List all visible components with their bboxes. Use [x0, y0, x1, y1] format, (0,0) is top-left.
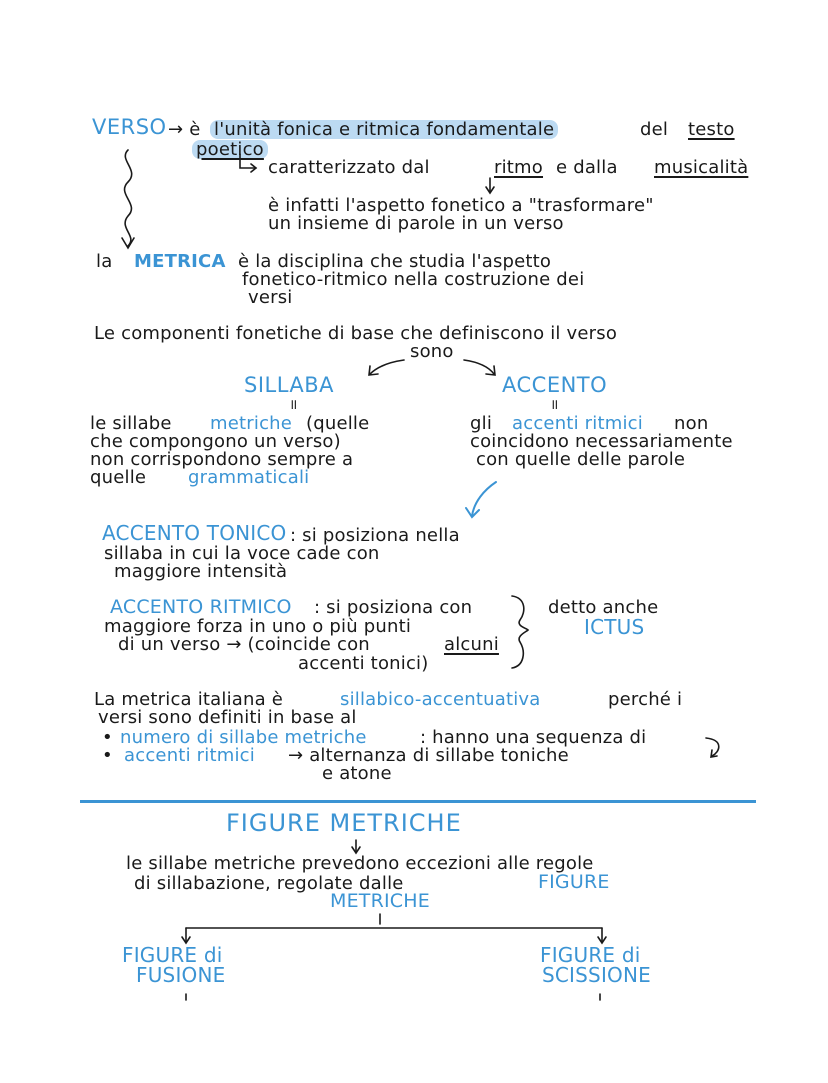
- arrow-to-accento: [464, 360, 494, 374]
- italiana-line-1c: perché i: [608, 689, 683, 710]
- verso-musicalita: musicalità: [654, 157, 749, 178]
- accento-ritmico-title: ACCENTO RITMICO: [110, 596, 292, 618]
- italiana-bullet-1a: numero di sillabe metriche: [120, 727, 367, 748]
- italiana-line-2: versi sono definiti in base al: [98, 707, 357, 728]
- accento-tonico-title: ACCENTO TONICO: [102, 521, 287, 545]
- metrica-line-1: è la disciplina che studia l'aspetto: [238, 251, 552, 272]
- accento-ritmico-alcuni: alcuni: [444, 634, 499, 655]
- sillaba-line-2: che compongono un verso): [90, 431, 341, 452]
- blue-arrow-tonico: [472, 482, 496, 516]
- figure-scissione-2: SCISSIONE: [542, 963, 651, 987]
- verso-definition: l'unità fonica e ritmica fondamentale: [210, 120, 558, 139]
- italiana-bullet-2a: accenti ritmici: [124, 745, 255, 766]
- metrica-line-2: fonetico-ritmico nella costruzione dei: [242, 269, 585, 290]
- figure-fusione-2: FUSIONE: [136, 963, 226, 987]
- accento-line-1a: gli: [470, 413, 493, 434]
- accento-line-2: coincidono necessariamente: [470, 431, 733, 452]
- detto-anche: detto anche: [548, 597, 659, 618]
- accento-equals: ॥: [550, 397, 559, 413]
- sillaba-title: SILLABA: [244, 373, 335, 397]
- verso-infatti-2: un insieme di parole in un verso: [268, 213, 564, 234]
- brace: [512, 596, 528, 668]
- sillaba-grammaticali: grammaticali: [188, 467, 310, 488]
- accento-line-3: con quelle delle parole: [476, 449, 686, 470]
- verso-char-mid: e dalla: [556, 157, 618, 178]
- verso-char-prefix: caratterizzato dal: [268, 157, 430, 178]
- wavy-arrow-head: [122, 238, 134, 248]
- componenti-sono: sono: [410, 341, 454, 362]
- verso-definition-end: del: [640, 119, 669, 140]
- sillaba-line-1c: (quelle: [306, 413, 370, 434]
- bullet-1-dot: •: [102, 727, 113, 748]
- verso-poetico: poetico: [192, 140, 268, 159]
- arrow-to-sillaba: [370, 360, 404, 374]
- figure-line-2a: di sillabazione, regolate dalle: [134, 873, 404, 894]
- italiana-sillabico: sillabico-accentuativa: [340, 689, 541, 710]
- verso-arrow: → è: [168, 119, 201, 140]
- italiana-bullet-1b: : hanno una sequenza di: [420, 727, 647, 748]
- wavy-arrow: [125, 150, 132, 246]
- accento-ritmico-line-2: maggiore forza in uno o più punti: [104, 616, 412, 637]
- figure-line-2b: FIGURE: [538, 871, 610, 893]
- sillaba-line-4a: quelle: [90, 467, 147, 488]
- verso-testo: testo: [688, 119, 735, 140]
- figure-fusione-1: FIGURE di: [122, 943, 223, 967]
- figure-scissione-1: FIGURE di: [540, 943, 641, 967]
- verso-title: VERSO: [92, 115, 167, 139]
- bullet-2-dot: •: [102, 745, 113, 766]
- accento-tonico-line-2: sillaba in cui la voce cade con: [104, 543, 380, 564]
- accento-title: ACCENTO: [502, 373, 608, 397]
- accento-ritmici: accenti ritmici: [512, 413, 643, 434]
- sillaba-line-3: non corrispondono sempre a: [90, 449, 354, 470]
- verso-infatti-1: è infatti l'aspetto fonetico a "trasformare": [268, 195, 654, 216]
- accento-ritmico-line-3a: di un verso → (coincide con: [118, 634, 370, 655]
- curl-arrow: [706, 738, 719, 756]
- ictus-label: ICTUS: [584, 615, 645, 639]
- figure-line-3: METRICHE: [330, 890, 430, 912]
- italiana-line-1a: La metrica italiana è: [94, 689, 284, 710]
- componenti-line-1: Le componenti fonetiche di base che definiscono il verso: [94, 323, 618, 344]
- italiana-bullet-2c: e atone: [322, 763, 392, 784]
- figure-metriche-title: FIGURE METRICHE: [226, 809, 462, 837]
- sillaba-equals: ॥: [289, 397, 298, 413]
- accento-ritmico-line-4: accenti tonici): [298, 653, 429, 674]
- sillaba-line-1a: le sillabe: [90, 413, 172, 434]
- accento-line-1c: non: [674, 413, 709, 434]
- verso-ritmo: ritmo: [494, 157, 544, 178]
- sillaba-metriche: metriche: [210, 413, 293, 434]
- figure-line-1: le sillabe metriche prevedono eccezioni alle regole: [126, 853, 594, 874]
- metrica-line-3: versi: [248, 287, 293, 308]
- metrica-prefix: la: [96, 251, 113, 272]
- italiana-bullet-2b: → alternanza di sillabe toniche: [288, 745, 569, 766]
- accento-tonico-line-3: maggiore intensità: [114, 561, 288, 582]
- metrica-title: METRICA: [134, 251, 226, 272]
- accento-ritmico-line-1: : si posiziona con: [314, 597, 473, 618]
- accento-tonico-line-1: : si posiziona nella: [290, 525, 460, 546]
